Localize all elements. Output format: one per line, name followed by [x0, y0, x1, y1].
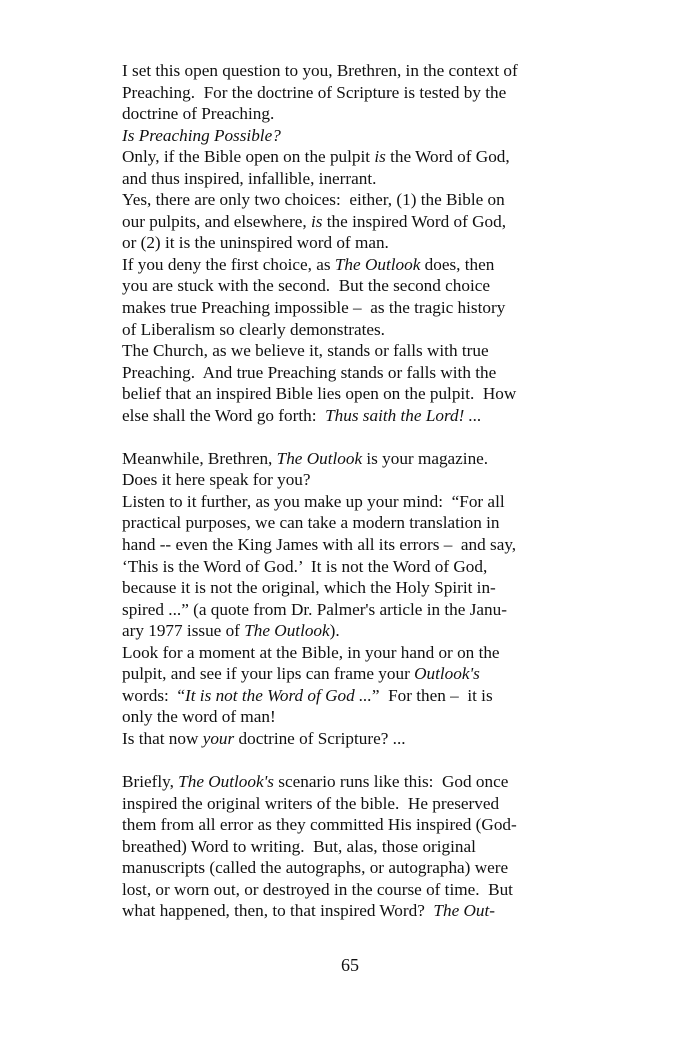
text-segment: Only, if the Bible open on the pulpit [122, 147, 375, 167]
text-segment: breathed) Word to writing. But, alas, those original [122, 836, 476, 856]
text-segment: ‘This is the Word of God.’ It is not the Word of God, [122, 556, 488, 576]
text-line [122, 125, 562, 147]
text-line [122, 599, 562, 621]
text-segment: Look for a moment at the Bible, in your hand or on the [122, 642, 500, 662]
text-line [122, 146, 562, 168]
paragraph [122, 125, 562, 147]
text-segment: them from all error as they committed His inspired (God- [122, 815, 517, 835]
paragraph-break [122, 426, 562, 448]
text-segment: Yes, there are only two choices: either, (1) the Bible on [122, 190, 505, 210]
text-line [122, 577, 562, 599]
text-line [122, 232, 562, 254]
text-segment: makes true Preaching impossible – as the tragic history [122, 298, 506, 318]
text-segment: pulpit, and see if your lips can frame your [122, 664, 415, 684]
text-segment: of Liberalism so clearly demonstrates. [122, 319, 385, 339]
text-segment: manuscripts (called the autographs, or autographa) were [122, 858, 509, 878]
paragraph [122, 642, 562, 728]
text-segment: Listen to it further, as you make up your mind: “For all [122, 491, 505, 511]
paragraph [122, 491, 562, 642]
text-line [122, 448, 562, 470]
text-segment: spired ...” (a quote from Dr. Palmer's article in the Janu- [122, 599, 507, 619]
text-line [122, 663, 562, 685]
text-segment: and thus inspired, infallible, inerrant. [122, 168, 377, 188]
paragraph [122, 189, 562, 254]
text-segment: the inspired Word of God, [322, 211, 506, 231]
italic-text: The Outlook's [178, 772, 274, 792]
italic-text: your [202, 728, 235, 748]
text-segment: Preaching. And true Preaching stands or falls with the [122, 362, 497, 382]
text-segment: our pulpits, and elsewhere, [122, 211, 312, 231]
text-line [122, 556, 562, 578]
text-segment: you are stuck with the second. But the second choice [122, 276, 490, 296]
text-line [122, 491, 562, 513]
text-line [122, 642, 562, 664]
text-segment: hand -- even the King James with all its errors – and say, [122, 535, 517, 555]
text-segment: If you deny the first choice, as [122, 254, 335, 274]
text-line [122, 297, 562, 319]
text-line [122, 728, 562, 750]
text-segment: because it is not the original, which the Holy Spirit in- [122, 578, 496, 598]
italic-text: The Out- [433, 901, 496, 921]
text-line [122, 383, 562, 405]
text-segment: The Church, as we believe it, stands or falls with true [122, 341, 489, 361]
text-segment: is your magazine. [362, 448, 489, 468]
text-line [122, 189, 562, 211]
text-segment: only the word of man! [122, 707, 276, 727]
text-segment: Preaching. For the doctrine of Scripture is tested by the [122, 82, 507, 102]
text-line [122, 857, 562, 879]
text-line [122, 879, 562, 901]
text-segment: what happened, then, to that inspired Word? [122, 901, 434, 921]
text-segment: I set this open question to you, Brethren, in the context of [122, 61, 518, 80]
text-line [122, 512, 562, 534]
text-line [122, 706, 562, 728]
text-line [122, 685, 562, 707]
italic-text: The Outlook [334, 254, 421, 274]
text-line [122, 469, 562, 491]
text-segment: practical purposes, we can take a modern translation in [122, 513, 500, 533]
text-line [122, 534, 562, 556]
text-segment: ary 1977 issue of [122, 621, 245, 641]
text-line [122, 362, 562, 384]
italic-text: is [311, 211, 323, 231]
text-segment: doctrine of Scripture? ... [234, 728, 406, 748]
text-line [122, 211, 562, 233]
text-line [122, 793, 562, 815]
paragraph [122, 771, 562, 922]
text-segment: Briefly, [122, 772, 179, 792]
text-line [122, 340, 562, 362]
text-segment: the Word of God, [385, 147, 510, 167]
italic-text: Thus saith the Lord! ... [325, 405, 482, 425]
paragraph [122, 60, 562, 125]
text-segment: doctrine of Preaching. [122, 104, 275, 124]
text-segment: inspired the original writers of the bible. He preserved [122, 793, 500, 813]
italic-text: is [374, 147, 386, 167]
paragraph [122, 340, 562, 426]
text-segment: words: “ [122, 685, 186, 705]
text-segment: else shall the Word go forth: [122, 405, 326, 425]
italic-text: It is not the Word of God ... [185, 685, 372, 705]
text-segment: ” For then – it is [371, 685, 493, 705]
text-segment: or (2) it is the uninspired word of man. [122, 233, 389, 253]
text-line [122, 82, 562, 104]
text-line [122, 103, 562, 125]
text-line [122, 771, 562, 793]
text-line [122, 168, 562, 190]
text-line [122, 405, 562, 427]
paragraph [122, 146, 562, 189]
paragraph [122, 254, 562, 340]
text-line [122, 814, 562, 836]
text-segment: lost, or worn out, or destroyed in the course of time. But [122, 879, 513, 899]
text-line [122, 900, 562, 922]
italic-text: The Outlook [244, 621, 330, 641]
page-number: 65 [341, 955, 359, 975]
text-line [122, 254, 562, 276]
text-segment: Is that now [122, 728, 203, 748]
paragraph-break [122, 750, 562, 772]
text-line [122, 319, 562, 341]
paragraph [122, 448, 562, 491]
text-segment: does, then [420, 254, 495, 274]
text-line [122, 60, 562, 82]
text-segment: belief that an inspired Bible lies open on the pulpit. How [122, 384, 517, 404]
text-segment: scenario runs like this: God once [274, 772, 509, 792]
text-line [122, 620, 562, 642]
text-segment: Does it here speak for you? [122, 470, 311, 490]
text-segment: ). [329, 621, 340, 641]
italic-text: Outlook's [414, 664, 480, 684]
paragraph [122, 728, 562, 750]
text-segment: Meanwhile, Brethren, [122, 448, 277, 468]
text-line [122, 836, 562, 858]
body-text [122, 60, 562, 922]
italic-text: Is Preaching Possible? [122, 125, 281, 145]
italic-text: The Outlook [276, 448, 363, 468]
text-line [122, 275, 562, 297]
